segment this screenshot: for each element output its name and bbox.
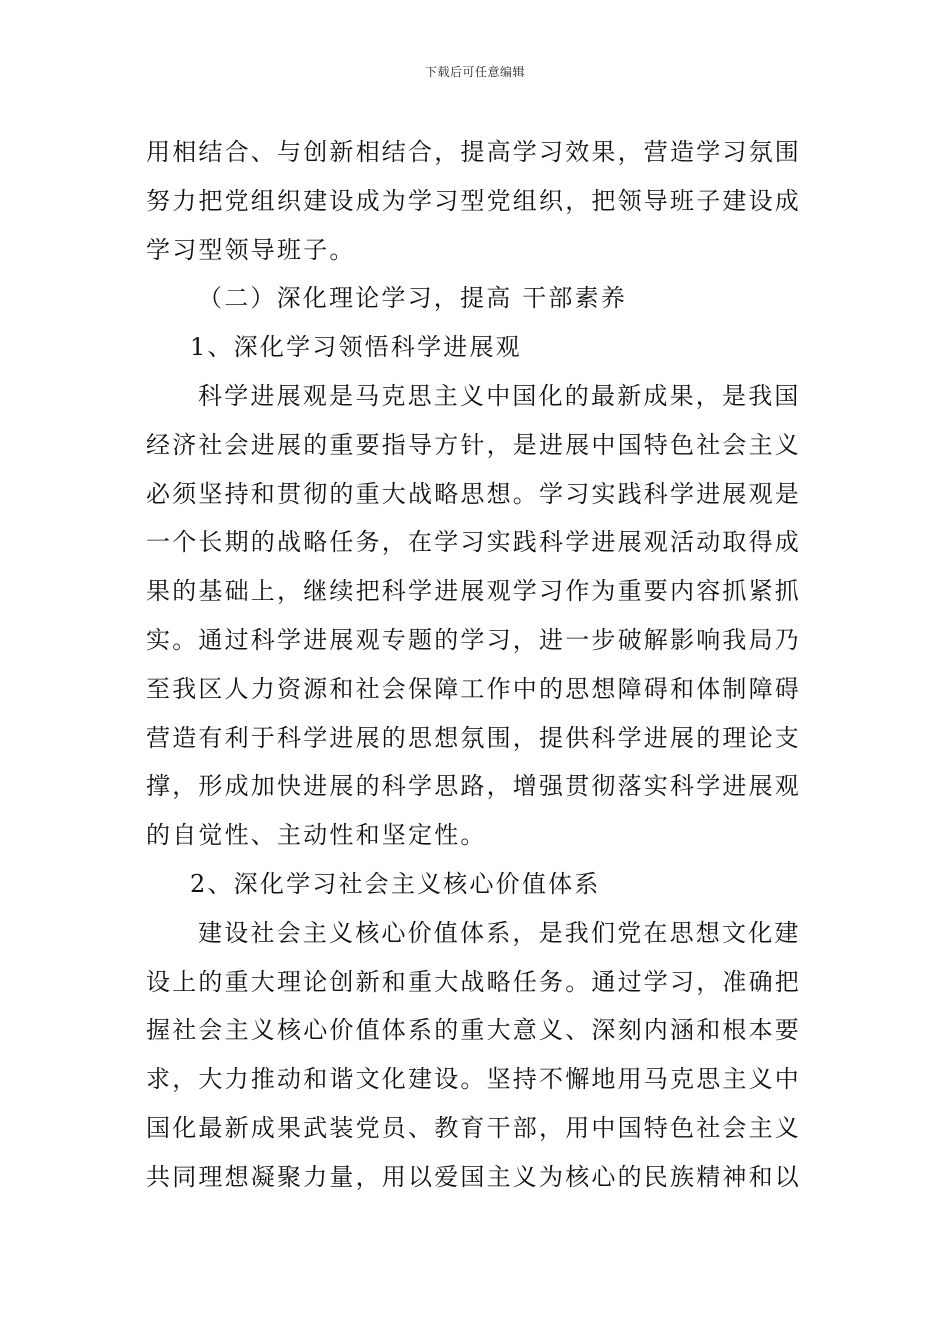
body-line: 求，大力推动和谐文化建设。坚持不懈地用马克思主义中	[146, 1065, 801, 1094]
subsection-heading: 1、深化学习领悟科学进展观	[190, 333, 522, 362]
body-line: 果的基础上，继续把科学进展观学习作为重要内容抓紧抓	[146, 577, 801, 606]
body-line: 科学进展观是马克思主义中国化的最新成果，是我国	[198, 381, 801, 410]
body-line: 的自觉性、主动性和坚定性。	[146, 821, 487, 850]
subsection-heading: 2、深化学习社会主义核心价值体系	[190, 869, 601, 898]
body-line: 一个长期的战略任务，在学习实践科学进展观活动取得成	[146, 528, 801, 557]
body-line: 实。通过科学进展观专题的学习，进一步破解影响我局乃	[146, 625, 801, 654]
body-line: 必须坚持和贯彻的重大战略思想。学习实践科学进展观是	[146, 479, 801, 508]
body-line: 建设社会主义核心价值体系，是我们党在思想文化建	[198, 918, 801, 947]
body-line: 至我区人力资源和社会保障工作中的思想障碍和体制障碍	[146, 674, 801, 703]
body-line: 努力把党组织建设成为学习型党组织，把领导班子建设成	[146, 186, 801, 215]
body-line: 设上的重大理论创新和重大战略任务。通过学习，准确把	[146, 967, 801, 996]
body-line: 经济社会进展的重要指导方针，是进展中国特色社会主义	[146, 430, 801, 459]
document-body	[146, 128, 810, 1202]
body-line: 学习型领导班子。	[146, 235, 356, 264]
body-line: 国化最新成果武装党员、教育干部，用中国特色社会主义	[146, 1113, 801, 1142]
section-heading: （二）深化理论学习，提高 干部素养	[198, 284, 628, 313]
body-line: 用相结合、与创新相结合，提高学习效果，营造学习氛围	[146, 138, 801, 166]
page-header: 下载后可任意编辑	[424, 65, 525, 79]
body-line: 营造有利于科学进展的思想氛围，提供科学进展的理论支	[146, 723, 801, 752]
body-line: 握社会主义核心价值体系的重大意义、深刻内涵和根本要	[146, 1016, 801, 1045]
body-line: 共同理想凝聚力量，用以爱国主义为核心的民族精神和以	[146, 1162, 801, 1191]
body-line: 撑，形成加快进展的科学思路，增强贯彻落实科学进展观	[146, 772, 801, 801]
